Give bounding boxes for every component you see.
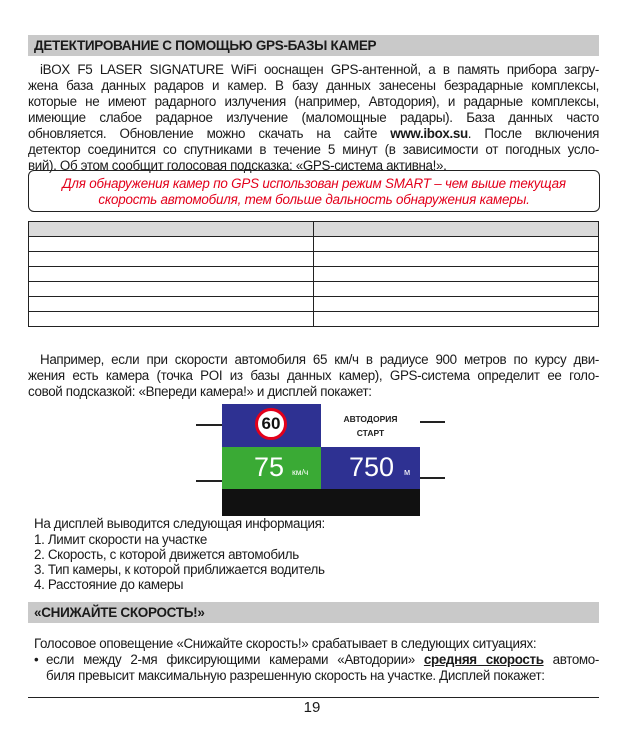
info-intro: На дисплей выводится следующая информация: xyxy=(34,516,325,531)
table-cell xyxy=(314,252,599,267)
speed-limit-sign-icon: 60 xyxy=(255,408,287,440)
radar-display xyxy=(222,404,420,516)
leader-line xyxy=(420,421,445,423)
table-cell xyxy=(29,222,314,237)
camera-type: АВТОДОРИЯ xyxy=(343,414,398,424)
text: . После включения xyxy=(467,126,599,141)
heading-text: «СНИЖАЙТЕ СКОРОСТЬ!» xyxy=(34,605,205,620)
note-line: Для обнаружения камер по GPS использован режим SMART – чем выше текущая xyxy=(62,176,566,191)
table-cell xyxy=(29,297,314,312)
leader-line xyxy=(196,480,222,482)
list-item: 4. Расстояние до камеры xyxy=(34,577,184,592)
camera-type-panel xyxy=(321,404,420,447)
table-cell xyxy=(29,237,314,252)
table-cell xyxy=(314,312,599,327)
paragraph-line: iBOX F5 LASER SIGNATURE WiFi ооснащен GPS-антенной, а в память прибора загру- xyxy=(40,62,599,77)
bullet-line xyxy=(46,652,599,668)
table-cell xyxy=(314,237,599,252)
distance-panel xyxy=(321,447,420,489)
current-speed: 75 xyxy=(254,452,285,482)
paragraph-line: которые не имеют радарного излучения (например, Автодория), и радарные комплексы, xyxy=(28,94,599,109)
table-header-row xyxy=(29,222,599,237)
table-cell xyxy=(29,252,314,267)
table-row xyxy=(29,282,599,297)
text: обновляется. Обновление можно скачать на сайте xyxy=(28,126,391,141)
speed-limit-panel xyxy=(222,404,321,447)
table-row xyxy=(29,312,599,327)
smart-mode-note xyxy=(28,170,600,212)
website-link[interactable]: www.ibox.su xyxy=(390,126,468,141)
leader-line xyxy=(196,424,222,426)
example-line: совой подсказкой: «Впереди камера!» и дисплей покажет: xyxy=(28,384,372,399)
footer-divider xyxy=(28,697,599,698)
table-row xyxy=(29,267,599,282)
table-cell xyxy=(314,297,599,312)
bullet-line: биля превысит максимальную разрешенную скорость на участке. Дисплей покажет: xyxy=(46,668,545,683)
speed-unit: км/ч xyxy=(292,467,309,477)
emphasis: средняя скорость xyxy=(423,652,544,667)
paragraph-line: жена база данных радаров и камер. В базу данных занесены безрадарные комплексы, xyxy=(28,78,599,93)
camera-subtype: СТАРТ xyxy=(356,428,385,438)
distance-unit: м xyxy=(404,467,411,477)
bullet-icon: • xyxy=(34,652,39,667)
table-cell xyxy=(314,222,599,237)
table-cell xyxy=(314,282,599,297)
text: если между 2-мя фиксирующими камерами «Автодории» xyxy=(46,652,424,667)
list-item: 3. Тип камеры, к которой приближается водитель xyxy=(34,562,325,577)
section-intro: Голосовое оповещение «Снижайте скорость!» срабатывает в следующих ситуациях: xyxy=(34,636,537,651)
text: автомо- xyxy=(543,652,599,667)
table-cell xyxy=(314,267,599,282)
leader-line xyxy=(420,477,445,479)
section-heading xyxy=(28,602,599,623)
heading-text: ДЕТЕКТИРОВАНИЕ С ПОМОЩЬЮ GPS-БАЗЫ КАМЕР xyxy=(34,38,377,53)
table-row xyxy=(29,297,599,312)
detection-table xyxy=(28,221,599,327)
paragraph-line xyxy=(28,126,599,142)
table-cell xyxy=(29,312,314,327)
table-cell xyxy=(29,267,314,282)
paragraph-line: имеющие слабое радарное излучение (маломощные радары). База данных часто xyxy=(28,110,599,125)
table-row xyxy=(29,237,599,252)
table-cell xyxy=(29,282,314,297)
distance-value: 750 xyxy=(349,452,395,482)
page-number: 19 xyxy=(303,699,321,716)
example-line: Например, если при скорости автомобиля 65 км/ч в радиусе 900 метров по курсу дви- xyxy=(40,352,599,367)
speed-panel xyxy=(222,447,321,489)
example-line: жения есть камера (точка POI из базы данных камер), GPS-система определит ее голо- xyxy=(28,368,599,383)
table-row xyxy=(29,252,599,267)
note-line: скорость автомобиля, тем больше дальность обнаружения камеры. xyxy=(98,192,530,207)
paragraph-line: детектор соединится со спутниками в течение 5 минут (в зависимости от погодных усло- xyxy=(28,142,599,157)
paragraph-line: вий). Об этом сообщит голосовая подсказка: «GPS-система активна!». xyxy=(28,158,447,173)
list-item: 1. Лимит скорости на участке xyxy=(34,532,207,547)
section-heading xyxy=(28,35,599,56)
list-item: 2. Скорость, с которой движется автомобиль xyxy=(34,547,299,562)
